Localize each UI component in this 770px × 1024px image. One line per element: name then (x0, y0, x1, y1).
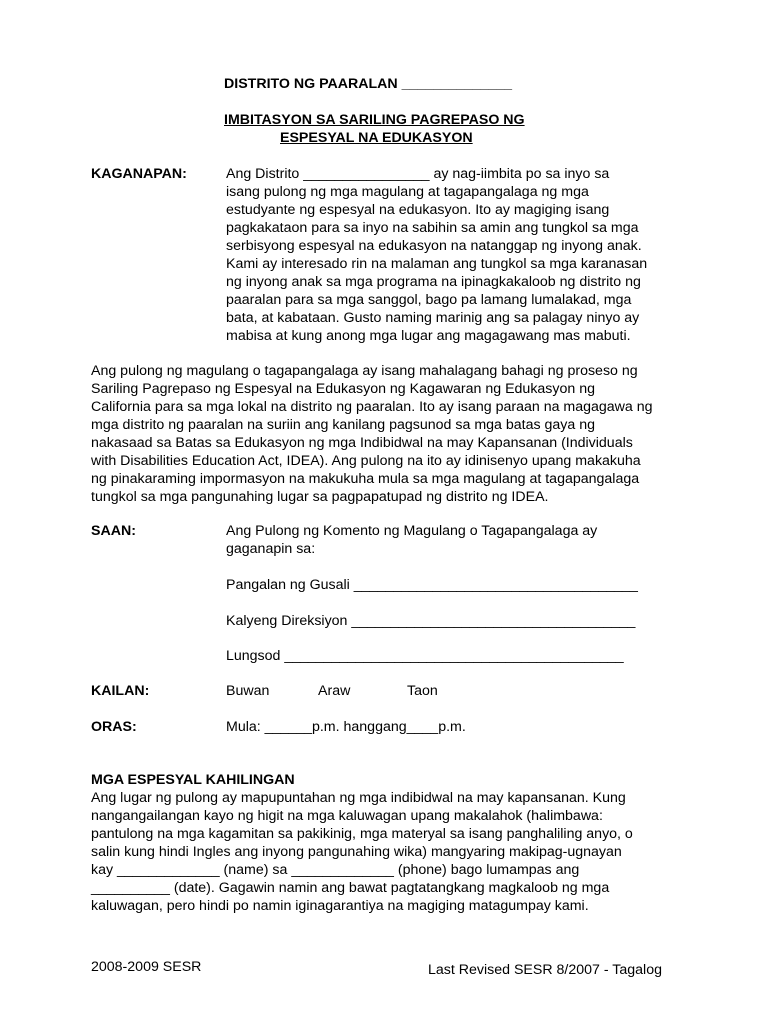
saan-line-1: Ang Pulong ng Komento ng Magulang o Tagapangalaga ay (226, 523, 598, 539)
kaganapan-label: KAGANAPAN: (91, 166, 187, 182)
special-line: salin kung hindi Ingles ang inyong pangunahing wika) mangyaring makipag-ugnayan (91, 844, 622, 860)
kaganapan-line: pagkakataon para sa inyo na sabihin sa amin ang tungkol sa mga (226, 220, 639, 236)
special-line: kaluwagan, pero hindi po namin iginagarantiya na magiging matagumpay kami. (91, 898, 589, 914)
building-name-field: Pangalan ng Gusali ____________________________________ (226, 577, 638, 593)
paragraph-line: tungkol sa mga pangunahing lugar sa pagpapatupad ng distrito ng IDEA. (91, 489, 549, 505)
street-field: Kalyeng Direksiyon ____________________________________ (226, 613, 636, 629)
year-label: Taon (407, 683, 438, 699)
title-line-1: IMBITASYON SA SARILING PAGREPASO NG (224, 112, 525, 128)
special-line: kay _____________ (name) sa _____________ (phone) bago lumampas ang (91, 862, 580, 878)
day-label: Araw (318, 683, 351, 699)
paragraph-line: mga distrito ng paaralan na suriin ang kanilang pagsunod sa mga batas gaya ng (91, 417, 595, 433)
paragraph-line: nakasaad sa Batas sa Edukasyon ng mga Indibidwal na may Kapansanan (Individuals (91, 435, 633, 451)
saan-label: SAAN: (91, 523, 136, 539)
kaganapan-line: estudyante ng espesyal na edukasyon. Ito ay magiging isang (226, 202, 610, 218)
kaganapan-line: bata, at kabataan. Gusto naming marinig ang sa palagay ninyo ay (226, 310, 640, 326)
special-heading: MGA ESPESYAL KAHILINGAN (91, 772, 295, 788)
footer-right: Last Revised SESR 8/2007 - Tagalog (428, 962, 662, 978)
kaganapan-line: ng inyong anak sa mga programa na ipinagkakaloob ng distrito ng (226, 274, 641, 290)
oras-label: ORAS: (91, 719, 137, 735)
kaganapan-line: serbisyong espesyal na edukasyon na natanggap ng inyong anak. (226, 238, 642, 254)
paragraph-line: ng pinakaraming impormasyon na makukuha mula sa mga magulang at tagapangalaga (91, 471, 640, 487)
kaganapan-line: paaralan para sa mga sanggol, bago pa lamang lumalakad, mga (226, 292, 632, 308)
kaganapan-text (226, 165, 647, 345)
paragraph-line: California para sa mga lokal na distrito ng paaralan. Ito ay isang paraan na magagawa ng (91, 399, 653, 415)
footer-left: 2008-2009 SESR (91, 959, 202, 975)
kailan-label: KAILAN: (91, 683, 150, 699)
title-line-2: ESPESYAL NA EDUKASYON (280, 130, 473, 146)
district-line: DISTRITO NG PAARALAN ______________ (224, 76, 513, 92)
paragraph-line: Sariling Pagrepaso ng Espesyal na Edukasyon ng Kagawaran ng Edukasyon ng (91, 381, 595, 397)
time-field: Mula: ______p.m. hanggang____p.m. (226, 719, 466, 735)
paragraph-line: with Disabilities Education Act, IDEA). Ang pulong na ito ay idinisenyo upang makakuha (91, 453, 641, 469)
city-field: Lungsod ___________________________________________ (226, 648, 624, 664)
special-paragraph (91, 789, 633, 915)
kaganapan-line: mabisa at kung anong mga lugar ang magagawang mas mabuti. (226, 328, 631, 344)
saan-line-2: gaganapin sa: (226, 541, 316, 557)
special-line: nangangailangan kayo ng higit na mga kaluwagan upang makalahok (halimbawa: (91, 808, 603, 824)
main-paragraph (91, 362, 653, 506)
kaganapan-line: isang pulong ng mga magulang at tagapangalaga ng mga (226, 184, 589, 200)
special-line: Ang lugar ng pulong ay mapupuntahan ng mga indibidwal na may kapansanan. Kung (91, 790, 626, 806)
special-line: __________ (date). Gagawin namin ang bawat pagtatangkang magkaloob ng mga (91, 880, 610, 896)
paragraph-line: Ang pulong ng magulang o tagapangalaga ay isang mahalagang bahagi ng proseso ng (91, 363, 638, 379)
kaganapan-line: Ang Distrito ________________ ay nag-iimbita po sa inyo sa (226, 166, 610, 182)
month-label: Buwan (226, 683, 270, 699)
special-line: pantulong na mga kagamitan sa pakikinig, mga materyal sa isang panghaliling anyo, o (91, 826, 633, 842)
kaganapan-line: Kami ay interesado rin na malaman ang tungkol sa mga karanasan (226, 256, 648, 272)
